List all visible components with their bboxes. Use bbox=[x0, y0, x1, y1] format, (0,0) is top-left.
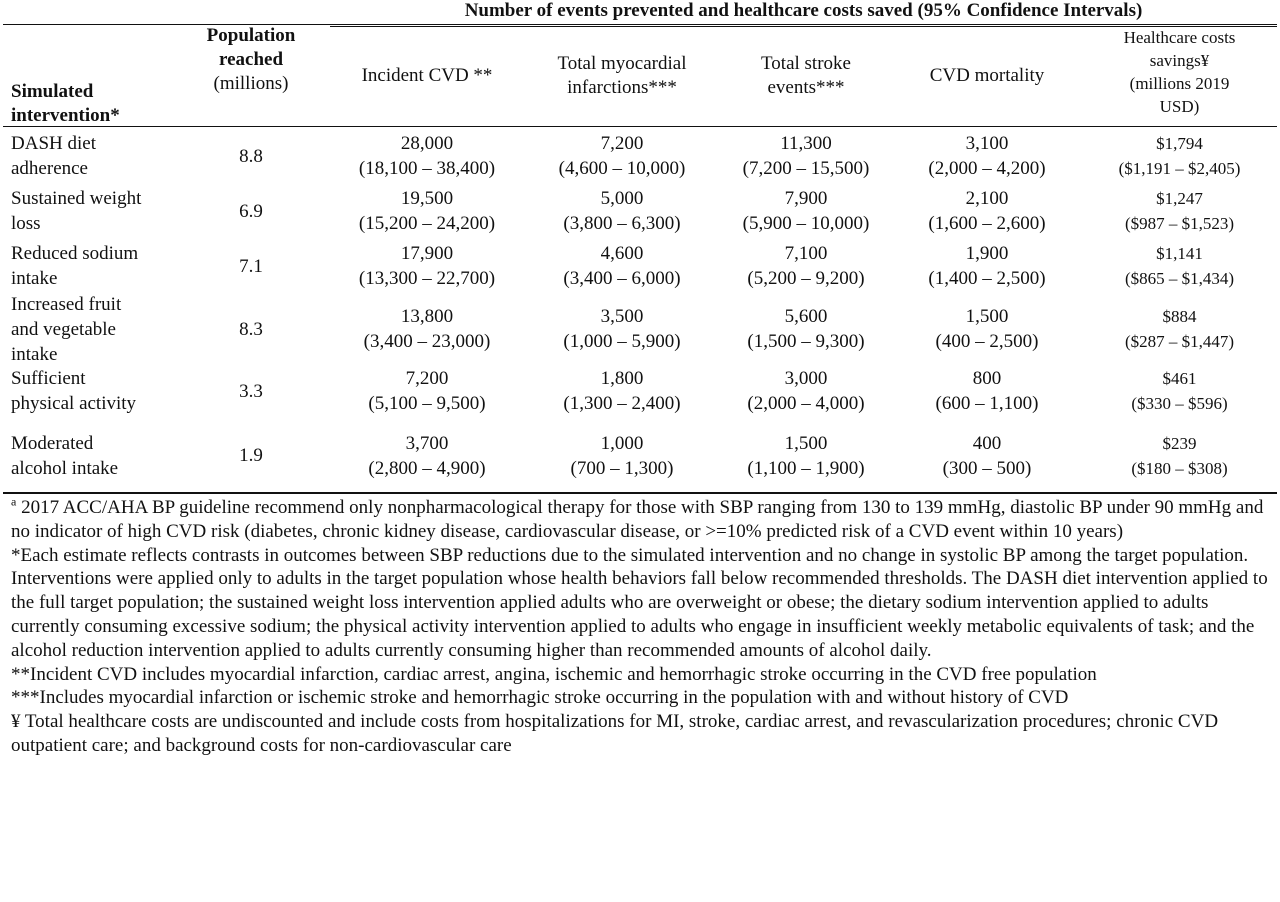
table-row bbox=[3, 237, 1277, 292]
table-row bbox=[3, 292, 1277, 366]
population-value: 8.8 bbox=[239, 146, 263, 167]
table-body bbox=[3, 127, 1277, 488]
incident-cvd-cell: 13,800 (3,400 – 23,000) bbox=[363, 306, 491, 352]
population-value: 1.9 bbox=[239, 445, 263, 466]
stroke-cell: 7,900 (5,900 – 10,000) bbox=[742, 188, 870, 234]
footnote-star: *Each estimate reflects contrasts in outcomes between SBP reductions due to the simulated intervention and no change in systolic BP among the target population. Interventions were applied only to adults in the target population whose health behaviors fall below recommended thresholds. The DASH diet intervention applied to the full target population; the sustained weight loss intervention applied adults who are overweight or obese; the dietary sodium intervention applied to adults currently consuming excessive sodium; the physical activity intervention applied to adults who engage in insufficient weekly metabolic equivalents of task; and the alcohol reduction intervention applied to adults currently consuming higher than recommended amounts of alcohol daily. bbox=[11, 544, 1268, 661]
footnote-double-star: **Incident CVD includes myocardial infarction, cardiac arrest, angina, ischemic and hemorrhagic stroke occurring in the CVD free population bbox=[11, 663, 1097, 685]
population-value: 7.1 bbox=[239, 256, 263, 277]
population-value: 3.3 bbox=[239, 381, 263, 402]
mi-cell: 1,000 (700 – 1,300) bbox=[570, 433, 674, 479]
intervention-name: Increased fruit and vegetable intake bbox=[11, 294, 122, 365]
mortality-cell: 1,500 (400 – 2,500) bbox=[935, 306, 1039, 352]
stroke-cell: 7,100 (5,200 – 9,200) bbox=[747, 243, 865, 289]
intervention-name: Moderated alcohol intake bbox=[11, 433, 119, 479]
table-row bbox=[3, 428, 1277, 488]
costs-cell: $1,794 ($1,191 – $2,405) bbox=[1118, 134, 1241, 178]
header-population: Population reached (millions) bbox=[206, 25, 296, 94]
header-stroke-events: Total stroke events*** bbox=[761, 53, 851, 98]
stroke-cell: 5,600 (1,500 – 9,300) bbox=[747, 306, 865, 352]
header-cvd-mortality: CVD mortality bbox=[929, 65, 1045, 86]
intervention-name: Sustained weight loss bbox=[11, 188, 142, 234]
costs-cell: $884 ($287 – $1,447) bbox=[1124, 307, 1235, 351]
stroke-cell: 1,500 (1,100 – 1,900) bbox=[747, 433, 865, 479]
mortality-cell: 1,900 (1,400 – 2,500) bbox=[928, 243, 1046, 289]
header-myocardial-infarctions: Total myocardial infarctions*** bbox=[557, 53, 687, 98]
mi-cell: 1,800 (1,300 – 2,400) bbox=[563, 368, 681, 414]
header-intervention: Simulated intervention* bbox=[11, 81, 120, 126]
mortality-cell: 400 (300 – 500) bbox=[942, 433, 1032, 479]
results-table bbox=[3, 0, 1277, 756]
table-row bbox=[3, 182, 1277, 237]
stroke-cell: 11,300 (7,200 – 15,500) bbox=[742, 133, 870, 179]
costs-cell: $1,247 ($987 – $1,523) bbox=[1124, 189, 1235, 233]
intervention-name: DASH diet adherence bbox=[11, 133, 96, 179]
header-incident-cvd: Incident CVD ** bbox=[361, 65, 493, 86]
population-value: 6.9 bbox=[239, 201, 263, 222]
table-row bbox=[3, 127, 1277, 182]
footnote-a: $^a$ 2017 ACC/AHA BP guideline recommend only nonpharmacological therapy for those with SBP ranging from 130 to 139 mmHg, diastolic BP under 90 mmHg and no indicator of high CVD risk (diabetes, chronic kidney disease, cardiovascular disease, or >=10% predicted risk of a CVD event within 10 years) bbox=[11, 494, 1264, 542]
intervention-name: Sufficient physical activity bbox=[11, 368, 137, 414]
header-healthcare-costs: Healthcare costs savings¥ (millions 2019 USD) bbox=[1123, 28, 1236, 116]
incident-cvd-cell: 19,500 (15,200 – 24,200) bbox=[358, 188, 496, 234]
footnote-triple-star: ***Includes myocardial infarction or ischemic stroke and hemorrhagic stroke occurring in the population with and without history of CVD bbox=[11, 687, 1069, 709]
mortality-cell: 3,100 (2,000 – 4,200) bbox=[928, 133, 1046, 179]
population-value: 8.3 bbox=[239, 319, 263, 340]
incident-cvd-cell: 17,900 (13,300 – 22,700) bbox=[358, 243, 496, 289]
super-header: Number of events prevented and healthcare costs saved (95% Confidence Intervals) bbox=[464, 0, 1143, 21]
bottom-rule bbox=[3, 492, 1277, 494]
footnotes bbox=[11, 496, 1273, 758]
mortality-cell: 2,100 (1,600 – 2,600) bbox=[928, 188, 1046, 234]
incident-cvd-cell: 3,700 (2,800 – 4,900) bbox=[368, 433, 486, 479]
costs-cell: $239 ($180 – $308) bbox=[1131, 434, 1228, 478]
table-row bbox=[3, 366, 1277, 428]
mi-cell: 5,000 (3,800 – 6,300) bbox=[563, 188, 681, 234]
footnote-yen: ¥ Total healthcare costs are undiscounted and include costs from hospitalizations for MI, stroke, cardiac arrest, and revascularization procedures; chronic CVD outpatient care; and background costs for non-cardiovascular care bbox=[11, 711, 1219, 756]
mortality-cell: 800 (600 – 1,100) bbox=[935, 368, 1039, 414]
costs-cell: $461 ($330 – $596) bbox=[1131, 369, 1228, 413]
mi-cell: 3,500 (1,000 – 5,900) bbox=[563, 306, 681, 352]
incident-cvd-cell: 28,000 (18,100 – 38,400) bbox=[358, 133, 496, 179]
mi-cell: 7,200 (4,600 – 10,000) bbox=[558, 133, 686, 179]
incident-cvd-cell: 7,200 (5,100 – 9,500) bbox=[368, 368, 486, 414]
intervention-name: Reduced sodium intake bbox=[11, 243, 139, 289]
costs-cell: $1,141 ($865 – $1,434) bbox=[1124, 244, 1235, 288]
stroke-cell: 3,000 (2,000 – 4,000) bbox=[747, 368, 865, 414]
mi-cell: 4,600 (3,400 – 6,000) bbox=[563, 243, 681, 289]
table-header bbox=[3, 0, 1277, 127]
